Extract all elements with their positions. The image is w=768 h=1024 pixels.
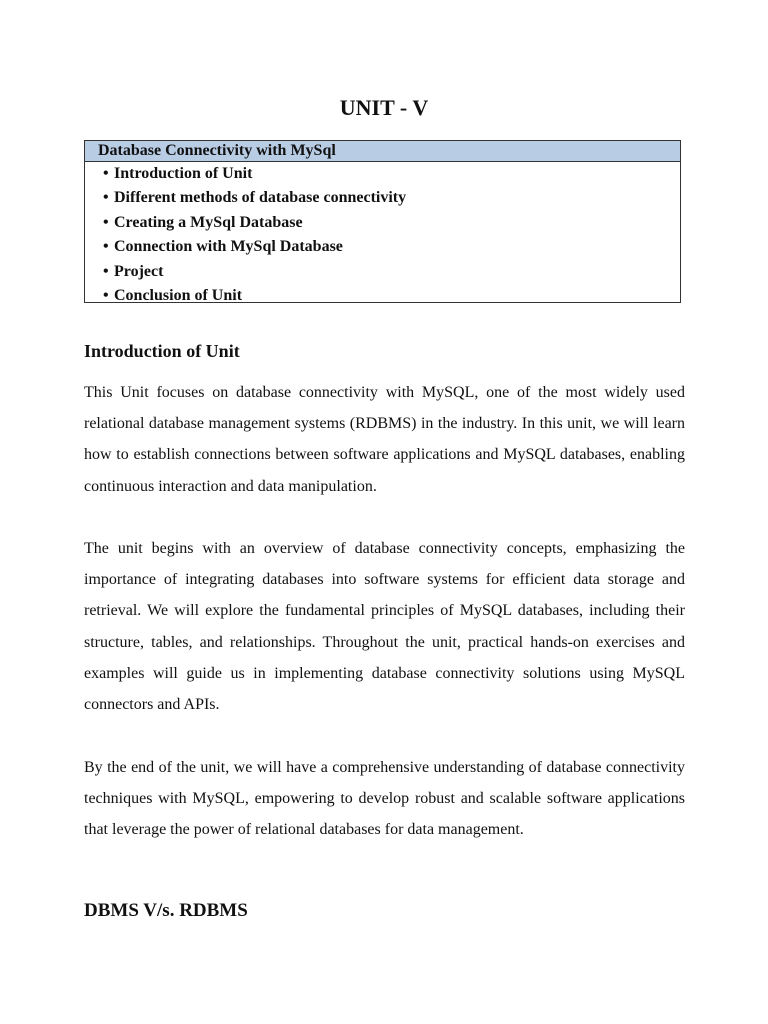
toc-item-label: Project [114, 262, 164, 280]
toc-item [103, 162, 680, 186]
bullet-icon: • [103, 262, 109, 280]
toc-item [103, 284, 680, 308]
toc-list [85, 162, 680, 308]
toc-item [103, 260, 680, 284]
bullet-icon: • [103, 189, 109, 207]
toc-item-label: Connection with MySql Database [114, 238, 343, 256]
toc-header: Database Connectivity with MySql [85, 141, 680, 162]
dbms-heading: DBMS V/s. RDBMS [84, 900, 248, 921]
paragraph: This Unit focuses on database connectivity with MySQL, one of the most widely used relational database management systems (RDBMS) in the industry. In this unit, we will learn how to establish connections between software applications and MySQL databases, enabling continuous interaction and data manipulation. [84, 384, 685, 495]
bullet-icon: • [103, 165, 109, 182]
intro-heading: Introduction of Unit [84, 341, 240, 361]
toc-item-label: Introduction of Unit [114, 165, 253, 182]
toc-item [103, 186, 680, 210]
toc-item [103, 211, 680, 235]
bullet-icon: • [103, 238, 109, 256]
toc-item-label: Creating a MySql Database [114, 213, 303, 231]
unit-title: UNIT - V [339, 95, 429, 120]
toc-item-label: Different methods of database connectivity [114, 189, 407, 207]
toc-table [84, 140, 681, 303]
bullet-icon: • [103, 286, 109, 304]
toc-item [103, 235, 680, 259]
toc-item-label: Conclusion of Unit [114, 286, 243, 304]
paragraph: The unit begins with an overview of database connectivity concepts, emphasizing the importance of integrating databases into software systems for efficient data storage and retrieval. We will explore the fundamental principles of MySQL databases, including their structure, tables, and relationships. Throughout the unit, practical hands-on exercises and examples will guide us in implementing database connectivity solutions using MySQL connectors and APIs. [84, 540, 685, 714]
bullet-icon: • [103, 213, 109, 231]
paragraph: By the end of the unit, we will have a comprehensive understanding of database connectivity techniques with MySQL, empowering to develop robust and scalable software applications that leverage the power of relational databases for data management. [84, 759, 685, 839]
